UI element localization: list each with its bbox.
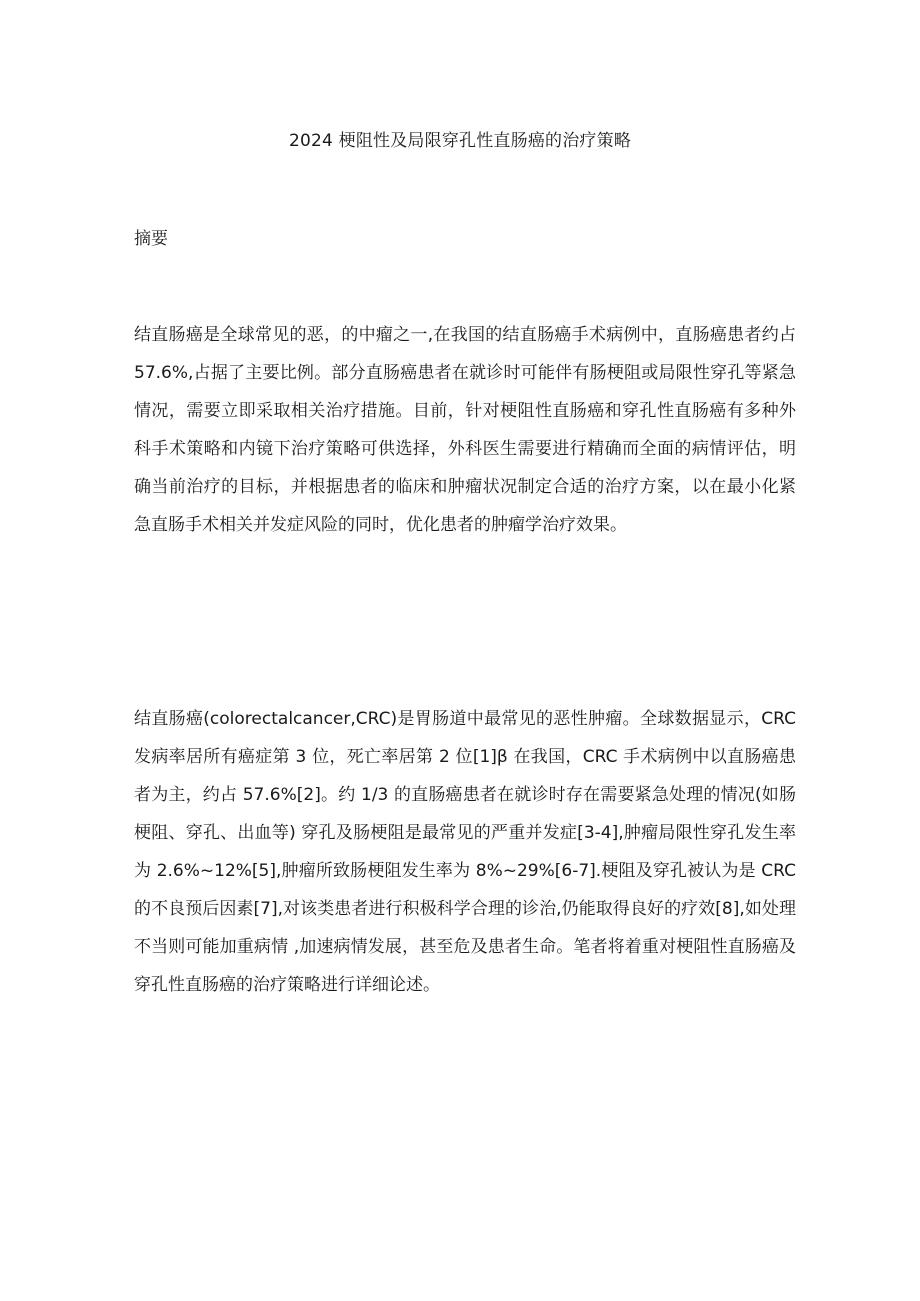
- introduction-paragraph: 结直肠癌(colorectalcancer,CRC)是胃肠道中最常见的恶性肿瘤。全球数据显示，CRC 发病率居所有癌症第 3 位，死亡率居第 2 位[1]β 在我国，CRC 手术病例中以直肠癌患者为主，约占 57.6%[2]。约 1/3 的直肠癌患者在就诊时存在需要紧急处理的情况(如肠梗阻、穿孔、出血等) 穿孔及肠梗阻是最常见的严重并发症[3-4],肿瘤局限性穿孔发生率为 2.6%~12%[5],肿瘤所致肠梗阻发生率为 8%~29%[6-7].梗阻及穿孔被认为是 CRC 的不良预后因素[7],对该类患者进行积极科学合理的诊治,仍能取得良好的疗效[8],如处理不当则可能加重病情 ,加速病情发展，甚至危及患者生命。笔者将着重对梗阻性直肠癌及穿孔性直肠癌的治疗策略进行详细论述。: [134, 709, 796, 995]
- abstract-heading: 摘要: [134, 229, 168, 249]
- document-title: 2024 梗阻性及局限穿孔性直肠癌的治疗策略: [288, 131, 632, 151]
- abstract-paragraph: 结直肠癌是全球常见的恶，的中瘤之一,在我国的结直肠癌手术病例中，直肠癌患者约占 57.6%,占据了主要比例。部分直肠癌患者在就诊时可能伴有肠梗阻或局限性穿孔等紧急情况，需要立即采取相关治疗措施。目前，针对梗阻性直肠癌和穿孔性直肠癌有多种外科手术策略和内镜下治疗策略可供选择，外科医生需要进行精确而全面的病情评估，明确当前治疗的目标，并根据患者的临床和肿瘤状况制定合适的治疗方案，以在最小化紧急直肠手术相关并发症风险的同时，优化患者的肿瘤学治疗效果。: [134, 325, 796, 535]
